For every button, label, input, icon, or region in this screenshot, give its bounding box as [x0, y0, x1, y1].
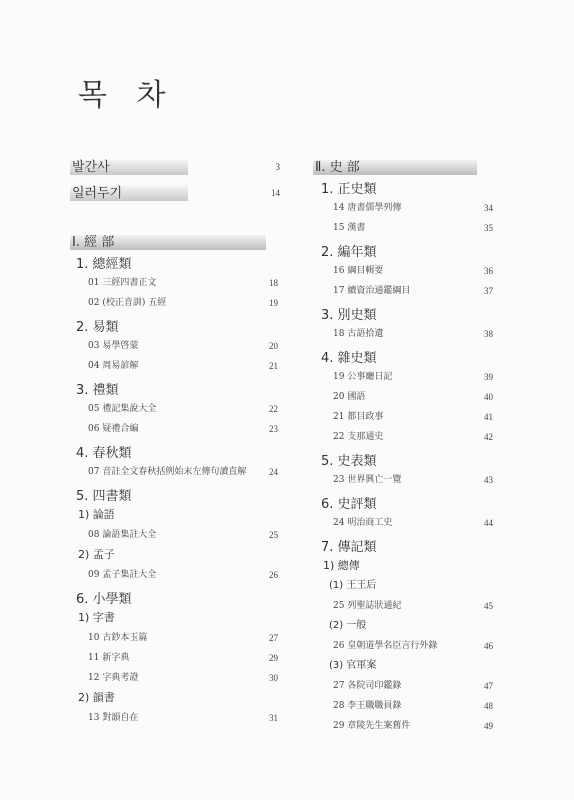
toc-entry-page: 37: [484, 286, 493, 296]
toc-entry[interactable]: [313, 407, 503, 427]
front-matter-entry[interactable]: [70, 186, 290, 201]
toc-entry-title: 28 李王職職員錄: [333, 701, 402, 711]
toc-entry-title: 02 (校正音訓) 五經: [88, 298, 167, 308]
toc-entry-title: 23 世界興亡一覽: [333, 475, 402, 485]
toc-entry-title: 14 唐書儒學列傳: [333, 203, 402, 213]
toc-entry[interactable]: [313, 427, 503, 447]
toc-entry[interactable]: [313, 636, 503, 656]
toc-entry-title: 01 三經四書正文: [88, 278, 157, 288]
toc-entry[interactable]: [313, 324, 503, 344]
toc-entry-title: 05 禮記集說大全: [88, 404, 157, 414]
toc-entry-title: 18 古語拾遺: [333, 329, 384, 339]
toc-entry-title: 06 疑禮合編: [88, 424, 139, 434]
toc-entry-title: 17 續資治通鑑綱目: [333, 286, 411, 296]
toc-subsection-heading: 1) 字書: [78, 611, 115, 624]
toc-entry-title: 26 皇朝道學名臣言行外錄: [333, 641, 438, 651]
toc-entry[interactable]: [313, 261, 503, 281]
toc-entry[interactable]: [313, 596, 503, 616]
front-matter-page: 3: [275, 162, 280, 172]
toc-entry[interactable]: [70, 356, 288, 376]
toc-entry-title: 08 論語集註大全: [88, 530, 157, 540]
toc-entry-title: 27 各院司印鑑錄: [333, 681, 402, 691]
toc-section-heading: 2. 編年類: [321, 245, 377, 260]
toc-section-heading: 7. 傳記類: [321, 540, 377, 555]
toc-entry[interactable]: [70, 628, 288, 648]
part-heading: [70, 235, 266, 250]
toc-left-column: [70, 160, 288, 728]
toc-subsection-heading: 2) 韻書: [78, 691, 115, 704]
toc-entry-page: 47: [484, 681, 493, 691]
toc-entry-title: 24 明治商工史: [333, 518, 393, 528]
toc-entry-page: 18: [269, 278, 278, 288]
toc-entry[interactable]: [70, 273, 288, 293]
front-matter-title: 일러두기: [72, 186, 123, 201]
toc-entry-page: 35: [484, 223, 493, 233]
toc-entry-page: 21: [269, 361, 278, 371]
toc-entry-page: 31: [269, 713, 278, 723]
toc-subsection-heading: 2) 孟子: [78, 548, 115, 561]
toc-entry[interactable]: [313, 696, 503, 716]
toc-entry-page: 41: [484, 412, 493, 422]
toc-entry[interactable]: [313, 367, 503, 387]
toc-entry[interactable]: [313, 281, 503, 301]
toc-entry-title: 19 公事廳日記: [333, 372, 393, 382]
toc-entry-page: 23: [269, 424, 278, 434]
toc-subsubsection-heading: (3) 官軍案: [329, 660, 377, 671]
toc-section-heading: 2. 易類: [76, 320, 119, 335]
toc-section-heading: 1. 正史類: [321, 182, 377, 197]
toc-entry[interactable]: [313, 513, 503, 533]
toc-entry-page: 40: [484, 392, 493, 402]
toc-right-column: [313, 160, 503, 736]
toc-entry-page: 34: [484, 203, 493, 213]
toc-entry[interactable]: [313, 676, 503, 696]
toc-entry-page: 22: [269, 404, 278, 414]
toc-entry-title: 29 章陵先生案舊件: [333, 721, 411, 731]
toc-subsubsection-heading: (2) 一般: [329, 620, 367, 631]
toc-entry[interactable]: [313, 716, 503, 736]
toc-entry[interactable]: [313, 218, 503, 238]
toc-entry-title: 13 對韻自在: [88, 713, 139, 723]
toc-entry[interactable]: [70, 336, 288, 356]
toc-entry-page: 38: [484, 329, 493, 339]
toc-entry-page: 45: [484, 601, 493, 611]
toc-subsubsection-heading: (1) 王王后: [329, 580, 377, 591]
toc-section-heading: 5. 史表類: [321, 454, 377, 469]
toc-entry-page: 30: [269, 673, 278, 683]
toc-entry[interactable]: [70, 668, 288, 688]
toc-entry-title: 21 都目政事: [333, 412, 384, 422]
toc-section-heading: 5. 四書類: [76, 489, 132, 504]
toc-section-heading: 3. 禮類: [76, 383, 119, 398]
toc-entry-page: 46: [484, 641, 493, 651]
toc-entry-title: 04 周易諺解: [88, 361, 139, 371]
toc-entry-title: 20 國語: [333, 392, 366, 402]
toc-entry-page: 42: [484, 432, 493, 442]
front-matter-entry[interactable]: [70, 160, 290, 175]
toc-entry[interactable]: [313, 387, 503, 407]
toc-entry-page: 36: [484, 266, 493, 276]
toc-entry-title: 10 古鈔本玉篇: [88, 633, 148, 643]
toc-section-heading: 4. 春秋類: [76, 446, 132, 461]
toc-entry-title: 03 易學啓蒙: [88, 341, 139, 351]
toc-entry-title: 09 孟子集註大全: [88, 570, 157, 580]
toc-entry-page: 29: [269, 653, 278, 663]
page-title: 목 차: [78, 78, 176, 113]
toc-entry[interactable]: [70, 293, 288, 313]
toc-entry-page: 39: [484, 372, 493, 382]
toc-section-heading: 6. 小學類: [76, 592, 132, 607]
toc-entry-page: 26: [269, 570, 278, 580]
toc-entry[interactable]: [70, 708, 288, 728]
toc-entry-title: 07 音註全文春秋括例始末左傳句讀直解: [88, 467, 247, 477]
toc-section-heading: 3. 別史類: [321, 308, 377, 323]
toc-entry-page: 20: [269, 341, 278, 351]
front-matter-title: 발간사: [72, 160, 110, 175]
toc-entry[interactable]: [70, 565, 288, 585]
toc-entry-title: 22 支那通史: [333, 432, 384, 442]
toc-section-heading: 4. 雜史類: [321, 351, 377, 366]
toc-entry-page: 48: [484, 701, 493, 711]
toc-entry[interactable]: [313, 198, 503, 218]
part-heading-title: Ⅰ. 經 部: [72, 235, 115, 250]
toc-section-heading: 6. 史評類: [321, 497, 377, 512]
toc-entry-title: 15 漢書: [333, 223, 366, 233]
part-heading: [313, 160, 477, 175]
toc-entry-page: 43: [484, 475, 493, 485]
toc-entry[interactable]: [70, 462, 288, 482]
toc-section-heading: 1. 總經類: [76, 257, 132, 272]
part-heading-title: Ⅱ. 史 部: [315, 160, 360, 175]
toc-entry-page: 25: [269, 530, 278, 540]
toc-entry[interactable]: [70, 419, 288, 439]
toc-entry-page: 27: [269, 633, 278, 643]
toc-entry-title: 25 列聖誌狀通紀: [333, 601, 402, 611]
toc-entry[interactable]: [70, 648, 288, 668]
toc-entry[interactable]: [70, 399, 288, 419]
toc-entry-page: 49: [484, 721, 493, 731]
toc-subsection-heading: 1) 論語: [78, 508, 115, 521]
toc-entry-title: 12 字典考證: [88, 673, 139, 683]
toc-entry[interactable]: [70, 525, 288, 545]
toc-entry-page: 44: [484, 518, 493, 528]
toc-entry-page: 24: [269, 467, 278, 477]
toc-entry[interactable]: [313, 470, 503, 490]
toc-entry-title: 16 綱目輯要: [333, 266, 384, 276]
toc-entry-page: 19: [269, 298, 278, 308]
toc-entry-title: 11 新字典: [88, 653, 130, 663]
front-matter-page: 14: [271, 188, 280, 198]
toc-subsection-heading: 1) 總傳: [323, 559, 360, 572]
